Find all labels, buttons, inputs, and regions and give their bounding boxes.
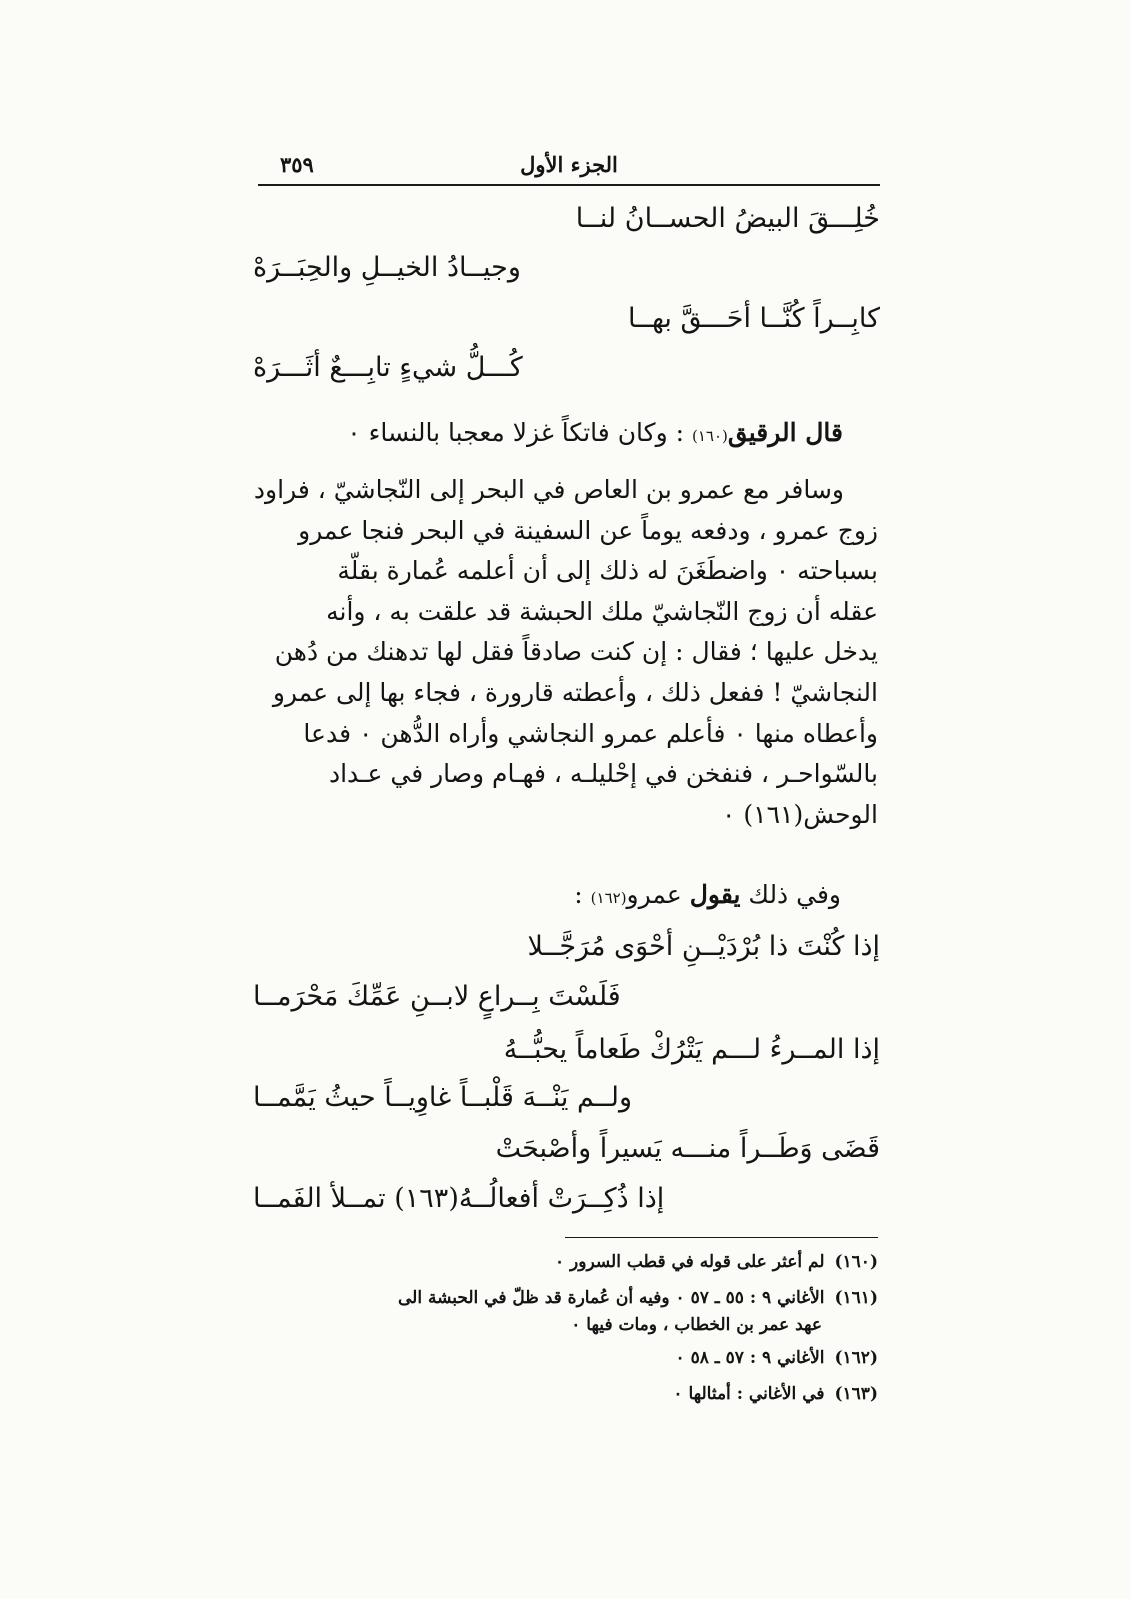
intro2-name: عمرو [626, 880, 690, 909]
poem2-line-2: فَلَسْتَ بِــراعٍ لابــنِ عَمِّكَ مَحْرَمــا [253, 981, 621, 1012]
prose-line: الوحش(١٦١) ٠ [722, 799, 878, 829]
footnote-item [253, 1340, 878, 1376]
speaker-name: قال الرقيق [727, 418, 843, 447]
running-title: الجزء الأول [520, 152, 618, 177]
prose-paragraph [253, 470, 878, 835]
prose-line: عقله أن زوج النّجاشيّ ملك الحبشة قد علقت به ، وأنه [326, 596, 878, 626]
footnote-text: لم أعثر على قوله في قطب السرور ٠ [554, 1252, 825, 1272]
footnote-text: الأغاني ٩ : ٥٥ ـ ٥٧ ٠ وفيه أن عُمارة قد ظلّ في الحبشة الى [397, 1288, 825, 1308]
poem2-line-3: إذا المــرءُ لـــم يَتْرُكْ طَعاماً يحبُّــهُ [503, 1034, 880, 1065]
prose-line: وسافر مع عمرو بن العاص في البحر إلى النّجاشيّ ، فراود [253, 475, 844, 504]
footnote-text: الأغاني ٩ : ٥٧ ـ ٥٨ ٠ [675, 1348, 825, 1368]
poem1-line-4: كُـــلُّ شيءٍ تابِـــعٌ أثَـــرَهْ [253, 352, 523, 383]
footnote-ref: (١٦٠) [691, 427, 728, 445]
intro2-tail: : [574, 880, 591, 909]
footnotes [253, 1244, 878, 1412]
poem2-line-6: إذا ذُكِــرَتْ أفعالُــهُ(١٦٣) تمــلأ الفَمــا [253, 1183, 665, 1214]
footnote-text: في الأغاني : أمثالها ٠ [673, 1384, 825, 1404]
prose-line: يدخل عليها ؛ فقال : إن كنت صادقاً فقل لها تدهنك من دُهن [274, 637, 878, 667]
footnote-number: (١٦٣) [834, 1384, 878, 1404]
poem2-intro [574, 880, 841, 909]
page-number: ٣٥٩ [280, 152, 314, 177]
prose-line: بسباحته ٠ واضطَغَنَ له ذلك إلى أن أعلمه عُمارة بقلّة [337, 556, 878, 586]
poem2-line-1: إذا كُنْتَ ذا بُرْدَيْــنِ أحْوَى مُرَجَّــلا [527, 931, 880, 962]
intro2-verb: يقول [689, 880, 741, 909]
footnote-ref: (١٦٢) [590, 889, 627, 907]
prose-line: النجاشيّ ! ففعل ذلك ، وأعطته قارورة ، فجاء بها إلى عمرو [272, 677, 878, 707]
intro2-lead: وفي ذلك [740, 880, 841, 909]
poem1-line-2: وجيــادُ الخيــلِ والحِبَــرَهْ [253, 252, 521, 283]
poem2-line-5: قَضَى وَطَــراً منـــه يَسيراً وأصْبحَتْ [495, 1133, 880, 1164]
poem2-line-4: ولــم يَنْــهَ قَلْبــاً غاوِيــاً حيثُ يَمَّمــا [253, 1082, 633, 1113]
footnote-text: عهد عمر بن الخطاب ، ومات فيها ٠ [571, 1315, 822, 1335]
narrator-intro [347, 418, 843, 447]
poem1-line-3: كابِــراً كُنَّــا أحَـــقَّ بهــا [627, 303, 880, 334]
running-head [258, 150, 880, 186]
poem1-line-1: خُلِـــقَ البيضُ الحســانُ لنــا [575, 203, 880, 234]
prose-line: زوج عمرو ، ودفعه يوماً عن السفينة في البحر فنجا عمرو [298, 515, 878, 545]
footnote-number: (١٦٠) [834, 1252, 878, 1272]
footnote-item [253, 1376, 878, 1412]
footnote-rule [565, 1237, 878, 1238]
footnote-item [253, 1244, 878, 1280]
prose-line: بالسّواحـر ، فنفخن في إحْليلـه ، فهـام وصار في عـداد [328, 759, 878, 789]
footnote-number: (١٦١) [834, 1288, 878, 1308]
prose-line: وأعطاه منها ٠ فأعلم عمرو النجاشي وأراه الدُّهن ٠ فدعا [303, 718, 878, 748]
header-rule [258, 184, 880, 186]
intro-text: : وكان فاتكاً غزلا معجبا بالنساء ٠ [347, 418, 692, 447]
footnote-number: (١٦٢) [834, 1348, 878, 1368]
